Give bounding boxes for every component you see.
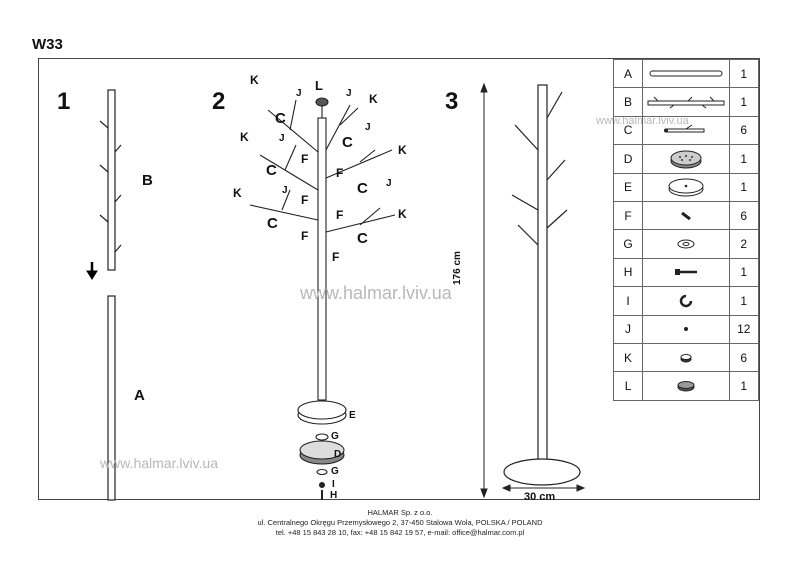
- parts-row: [614, 287, 759, 315]
- part-letter: H: [614, 258, 643, 286]
- part-label-a: A: [134, 387, 145, 404]
- part-letter: I: [614, 287, 643, 315]
- end-cap-icon: [643, 352, 728, 364]
- part-illustration: [643, 343, 729, 371]
- part-label-d: D: [334, 449, 342, 460]
- step2-tree: [250, 98, 395, 400]
- part-label-c: C: [342, 134, 353, 151]
- part-letter: C: [614, 116, 643, 144]
- height-label: 176 cm: [452, 251, 463, 285]
- parts-row: [614, 60, 759, 88]
- footer: [0, 508, 800, 538]
- part-quantity: 1: [729, 287, 758, 315]
- branched-pole-icon: [643, 95, 728, 109]
- part-letter: A: [614, 60, 643, 88]
- part-label-j: J: [279, 133, 285, 144]
- parts-row: [614, 315, 759, 343]
- model-title: W33: [32, 36, 63, 53]
- part-label-l: L: [315, 78, 323, 93]
- part-letter: B: [614, 88, 643, 116]
- part-label-j: J: [296, 88, 302, 99]
- part-label-c: C: [357, 230, 368, 247]
- parts-row: [614, 258, 759, 286]
- part-label-f: F: [332, 250, 340, 264]
- parts-row: [614, 201, 759, 229]
- part-letter: G: [614, 230, 643, 258]
- part-quantity: 1: [729, 88, 758, 116]
- parts-row: [614, 173, 759, 201]
- part-label-b: B: [142, 172, 153, 189]
- part-letter: E: [614, 173, 643, 201]
- part-quantity: 6: [729, 201, 758, 229]
- part-illustration: [643, 88, 729, 116]
- watermark: www.halmar.lviv.ua: [596, 115, 689, 127]
- hook-arm-icon: [643, 123, 728, 137]
- part-label-f: F: [301, 229, 309, 243]
- part-illustration: [643, 315, 729, 343]
- parts-row: [614, 343, 759, 371]
- footer-address: ul. Centralnego Okręgu Przemysłowego 2, 37-450 Stalowa Wola, POLSKA / POLAND: [257, 518, 543, 527]
- part-quantity: 1: [729, 173, 758, 201]
- part-label-j: J: [365, 122, 371, 133]
- part-label-c: C: [266, 162, 277, 179]
- part-quantity: 6: [729, 116, 758, 144]
- part-label-f: F: [301, 152, 309, 166]
- spring-washer-icon: [643, 294, 728, 308]
- part-illustration: [643, 60, 729, 88]
- parts-row: [614, 145, 759, 173]
- part-quantity: 6: [729, 343, 758, 371]
- parts-row: [614, 116, 759, 144]
- part-label-e: E: [349, 410, 356, 421]
- part-label-i: I: [332, 479, 335, 490]
- part-illustration: [643, 173, 729, 201]
- small-cap-icon: [643, 325, 728, 333]
- part-label-j: J: [386, 178, 392, 189]
- part-label-h: H: [330, 490, 338, 501]
- dowel-icon: [643, 211, 728, 221]
- parts-row: [614, 230, 759, 258]
- part-label-f: F: [301, 193, 309, 207]
- step-number-2: 2: [212, 88, 226, 115]
- part-label-k: K: [369, 92, 378, 106]
- part-illustration: [643, 258, 729, 286]
- parts-row: [614, 372, 759, 400]
- base-disc-icon: [643, 176, 728, 198]
- part-label-c: C: [275, 110, 286, 127]
- watermark: www.halmar.lviv.ua: [300, 283, 452, 303]
- part-quantity: 12: [729, 315, 758, 343]
- top-cap-icon: [643, 379, 728, 393]
- part-label-j: J: [282, 185, 288, 196]
- part-quantity: 1: [729, 258, 758, 286]
- bolt-icon: [643, 267, 728, 277]
- part-illustration: [643, 372, 729, 400]
- part-label-g: G: [331, 466, 339, 477]
- part-illustration: [643, 116, 729, 144]
- part-illustration: [643, 145, 729, 173]
- pole-icon: [643, 69, 728, 79]
- part-illustration: [643, 201, 729, 229]
- part-label-c: C: [267, 215, 278, 232]
- step-number-1: 1: [57, 88, 71, 115]
- part-letter: K: [614, 343, 643, 371]
- footer-company: HALMAR Sp. z o.o.: [367, 508, 433, 517]
- part-quantity: 1: [729, 145, 758, 173]
- part-label-k: K: [250, 73, 259, 87]
- washer-icon: [643, 238, 728, 250]
- part-illustration: [643, 287, 729, 315]
- part-label-k: K: [398, 207, 407, 221]
- part-label-k: K: [240, 130, 249, 144]
- part-illustration: [643, 230, 729, 258]
- step1-pole-b: [100, 90, 121, 270]
- step3-assembled-stand: [504, 85, 580, 485]
- part-quantity: 1: [729, 372, 758, 400]
- width-label: 30 cm: [524, 491, 556, 503]
- part-label-f: F: [336, 208, 344, 222]
- part-letter: D: [614, 145, 643, 173]
- part-letter: L: [614, 372, 643, 400]
- footer-contact: tel. +48 15 843 28 10, fax: +48 15 842 19 57, e-mail: office@halmar.com.pl: [275, 528, 525, 537]
- parts-row: [614, 88, 759, 116]
- watermark: www.halmar.lviv.ua: [100, 455, 219, 471]
- part-quantity: 2: [729, 230, 758, 258]
- part-label-g: G: [331, 431, 339, 442]
- part-letter: F: [614, 201, 643, 229]
- perforated-base-plate-icon: [643, 148, 728, 170]
- part-label-k: K: [398, 143, 407, 157]
- part-label-f: F: [336, 166, 344, 180]
- part-label-c: C: [357, 180, 368, 197]
- part-label-j: J: [346, 88, 352, 99]
- down-arrow-icon: [87, 262, 97, 279]
- part-quantity: 1: [729, 60, 758, 88]
- part-label-k: K: [233, 186, 242, 200]
- parts-list-table: [613, 59, 759, 401]
- height-dimension: [481, 84, 487, 497]
- part-letter: J: [614, 315, 643, 343]
- step-number-3: 3: [445, 88, 459, 115]
